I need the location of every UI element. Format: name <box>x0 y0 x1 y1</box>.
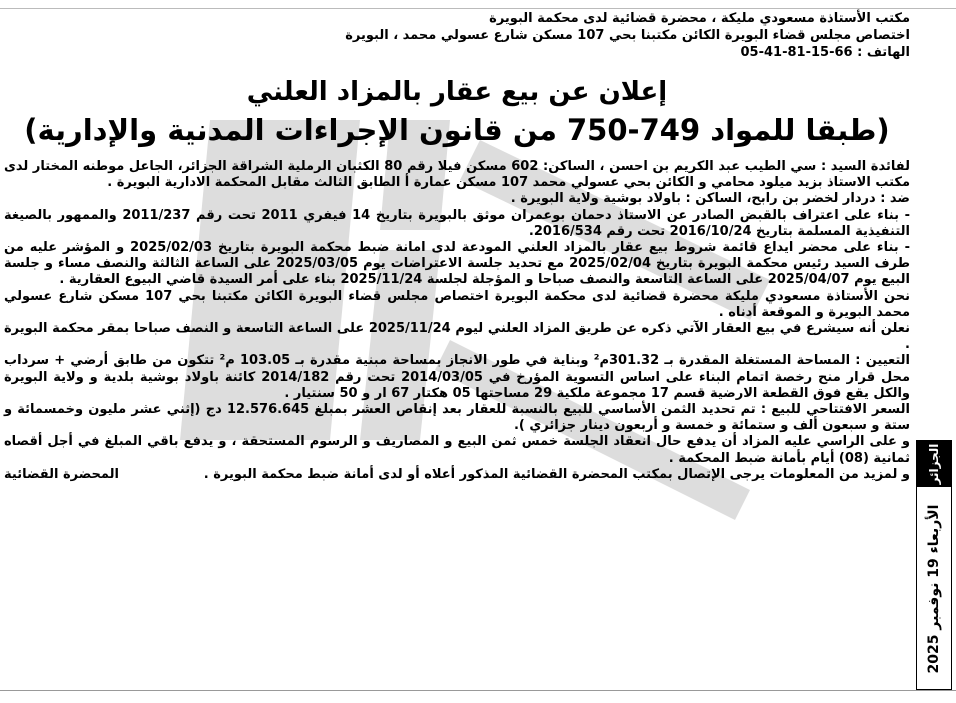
publication-date: الأربعاء 19 نوفمبر 2025 <box>926 504 942 674</box>
paragraph-payment: و على الراسي عليه المزاد أن يدفع حال انعقاد الجلسة خمس ثمن البيع و المصاريف و الرسوم المستحقة ، و يدفع باقي المبلغ في أجل أقصاه ثمانية (08) أيام بأمانة ضبط المحكمة . <box>4 434 910 466</box>
notice-body <box>4 159 910 483</box>
publication-name-box <box>917 441 951 487</box>
publication-stamp <box>916 440 952 690</box>
paragraph-against: ضد : دردار لخضر بن رابح، الساكن : باولاد بوشية ولاية البويرة . <box>510 191 910 207</box>
header-phone: الهاتف : 66-15-81-41-05 <box>740 45 910 60</box>
paragraph-contact: و لمزيد من المعلومات يرجى الإتصال بمكتب المحضرة القضائية المذكور أعلاه أو لدى أمانة ضبط محكمة البويرة . <box>203 466 910 482</box>
notice-subtitle: (طبقا للمواد 749-750 من قانون الإجراءات المدنية والإدارية) <box>24 113 890 147</box>
paragraph-designation: التعيين : المساحة المستغلة المقدرة بـ 301.32م² وبناية في طور الانجاز بمساحة مبنية مقدرة بـ 103.05 م² تتكون من طابق أرضي + سرداب محل قرار منح رخصة اتمام البناء على اساس التسوية المؤرخ في 2014/03/05 تحت رقم 2014/182 كائنة باولاد بوشية بلدية و ولاية البويرة والكل يقع فوق القطعة الارضية قسم 17 مجموعة ملكية 29 مساحتها 05 هكتار 67 ار و 50 سنتيار . <box>4 353 911 401</box>
paragraph-opening-price: السعر الافتتاحي للبيع : تم تحديد الثمن الأساسي للبيع بالنسبة للعقار بعد إنقاص العشر بمبلغ 12.576.645 دج (إثني عشر مليون وخمسمائة و ستة و سبعون ألف و ستمائة و خمسة و أربعون دينار جزائري ). <box>4 402 910 434</box>
paragraph-bailiff: نحن الأستاذة مسعودي مليكة محضرة قضائية لدى محكمة البويرة اختصاص مجلس قضاء البويرة الكائن مكتبنا بحي 107 مسكن شارع عسولي محمد البويرة و الموقعة أدناه . <box>4 288 910 320</box>
paragraph-announcement: نعلن أنه سيشرع في بيع العقار الآتي ذكره عن طريق المزاد العلني ليوم 2025/11/24 على الساعة التاسعة و النصف صباحا بمقر محكمة البويرة . <box>4 321 910 353</box>
legal-notice <box>4 10 910 686</box>
bottom-rule <box>0 690 956 691</box>
header-office: مكتب الأستاذة مسعودي مليكة ، محضرة قضائية لدى محكمة البويرة <box>489 11 910 26</box>
paragraph-receipt: - بناء على اعتراف بالقبض الصادر عن الاستاذ دحمان بوعمران موثق بالبويرة بتاريخ 14 فيفري 2011 تحت رقم 2011/237 والممهور بالصيغة التنفيذية المسلمة بتاريخ 2016/10/24 تحت رقم 2016/534. <box>4 207 911 239</box>
top-rule <box>0 8 956 9</box>
header-jurisdiction: اختصاص مجلس قضاء البويرة الكائن مكتبنا بحي 107 مسكن شارع عسولي محمد ، البويرة <box>345 28 910 43</box>
publication-name: الجزائر <box>927 443 941 485</box>
notice-title: إعلان عن بيع عقار بالمزاد العلني <box>246 77 668 107</box>
signature: المحضرة القضائية <box>4 466 119 482</box>
paragraph-beneficiary: لفائدة السيد : سي الطيب عبد الكريم بن احسن ، الساكن: 602 مسكن فيلا رقم 80 الكثبان الرملية الشراقة الجزائر، الجاعل موطنه المختار لدى مكتب الاستاذ بزيد ميلود محامي و الكائن بحي عسولي محمد 107 مسكن عمارة أ الطابق الثالث مقابل المحكمة الادارية البويرة . <box>4 159 910 191</box>
paragraph-conditions: - بناء على محضر ايداع قائمة شروط بيع عقار بالمزاد العلني المودعة لدى امانة ضبط محكمة البويرة بتاريخ 2025/02/03 و المؤشر عليه من طرف السيد رئيس محكمة البويرة بتاريخ 2025/02/04 مع تحديد جلسة الاعتراضات يوم 2025/03/05 على الساعة الثالثة والنصف مساء و جلسة البيع يوم 2025/04/07 على الساعة التاسعة والنصف صباحا و المؤجلة لجلسة 2025/11/24 بناء على أمر السيدة قاضي البيوع العقارية . <box>4 240 910 288</box>
